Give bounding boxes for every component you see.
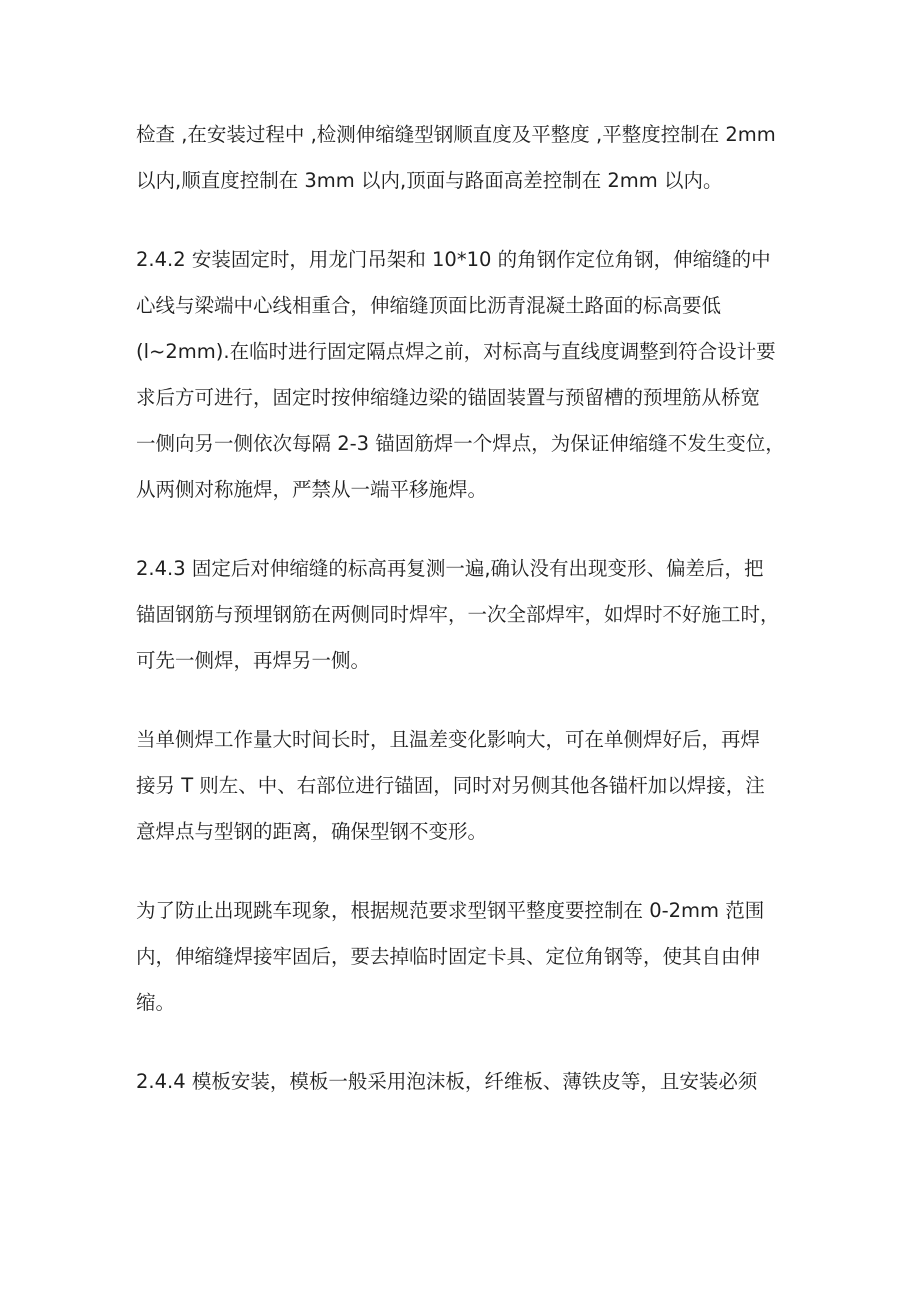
paragraph-line: 可先一侧焊，再焊另一侧。 (136, 649, 371, 672)
paragraph-2-4-3 (136, 546, 816, 684)
paragraph-single-side-weld (136, 717, 816, 855)
paragraph-line: 心线与梁端中心线相重合，伸缩缝顶面比沥青混凝土路面的标高要低 (136, 294, 722, 317)
paragraph-line: 2.4.2 安装固定时，用龙门吊架和 10*10 的角钢作定位角钢，伸缩缝的中 (136, 248, 771, 271)
paragraph-line: 2.4.3 固定后对伸缩缝的标高再复测一遍,确认没有出现变形、偏差后，把 (136, 557, 764, 580)
paragraph-line: 2.4.4 模板安装，模板一般采用泡沫板，纤维板、薄铁皮等，且安装必须 (136, 1070, 758, 1093)
paragraph-line: 一侧向另一侧依次每隔 2-3 锚固筋焊一个焊点，为保证伸缩缝不发生变位， (136, 432, 785, 455)
paragraph-line: 求后方可进行，固定时按伸缩缝边梁的锚固装置与预留槽的预埋筋从桥宽 (136, 386, 761, 409)
paragraph-inspection (136, 112, 816, 204)
paragraph-line: 为了防止出现跳车现象，根据规范要求型钢平整度要控制在 0-2mm 范围 (136, 899, 765, 922)
paragraph-line: 从两侧对称施焊，严禁从一端平移施焊。 (136, 478, 488, 501)
paragraph-line: 当单侧焊工作量大时间长时，且温差变化影响大，可在单侧焊好后，再焊 (136, 728, 761, 751)
paragraph-line: 检查 ,在安装过程中 ,检测伸缩缝型钢顺直度及平整度 ,平整度控制在 2mm (136, 123, 776, 146)
paragraph-line: 以内,顺直度控制在 3mm 以内,顶面与路面高差控制在 2mm 以内。 (136, 169, 723, 192)
paragraph-line: 意焊点与型钢的距离，确保型钢不变形。 (136, 820, 488, 843)
paragraph-line: 接另 T 则左、中、右部位进行锚固，同时对另侧其他各锚杆加以焊接，注 (136, 774, 765, 797)
paragraph-line: 内，伸缩缝焊接牢固后，要去掉临时固定卡具、定位角钢等，使其自由伸 (136, 945, 761, 968)
paragraph-2-4-2 (136, 237, 816, 513)
paragraph-line: 缩。 (136, 991, 176, 1014)
paragraph-line: 锚固钢筋与预埋钢筋在两侧同时焊牢，一次全部焊牢，如焊时不好施工时， (136, 603, 780, 626)
paragraph-line: (l~2mm).在临时进行固定隔点焊之前，对标高与直线度调整到符合设计要 (136, 340, 776, 363)
document-body (136, 112, 816, 1138)
paragraph-prevent-bump (136, 888, 816, 1026)
paragraph-2-4-4 (136, 1059, 816, 1105)
